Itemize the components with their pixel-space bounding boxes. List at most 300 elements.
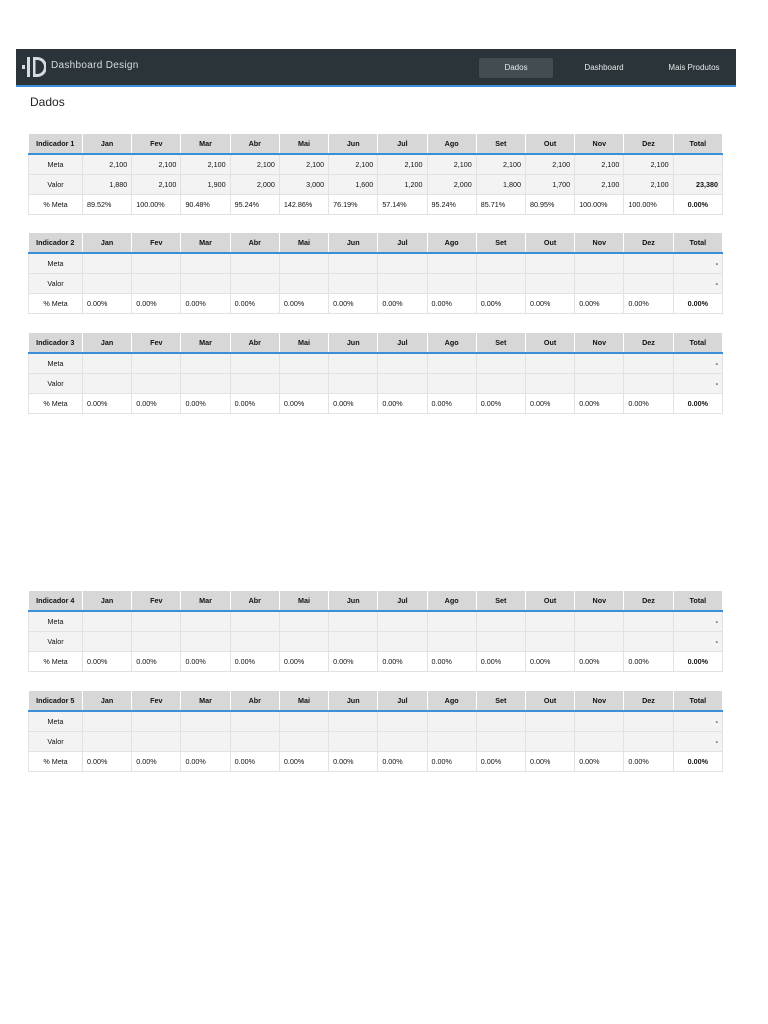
row-label: Meta [29, 711, 83, 732]
table-header-row [29, 233, 723, 253]
data-cell[interactable] [132, 732, 181, 752]
data-cell[interactable] [83, 732, 132, 752]
data-cell[interactable] [132, 632, 181, 652]
valor-row [29, 632, 723, 652]
data-cell[interactable] [181, 253, 230, 274]
data-cell[interactable] [230, 611, 279, 632]
month-header: Dez [624, 134, 673, 154]
data-cell[interactable]: 100.00% [575, 195, 624, 215]
data-cell[interactable]: 0.00% [329, 652, 378, 672]
data-cell[interactable] [624, 274, 673, 294]
meta-row [29, 253, 723, 274]
data-cell[interactable] [329, 374, 378, 394]
data-cell[interactable]: 0.00% [427, 752, 476, 772]
month-header: Jan [83, 591, 132, 611]
data-cell[interactable]: 0.00% [83, 652, 132, 672]
total-cell[interactable]: - [673, 353, 722, 374]
month-header: Mai [279, 233, 328, 253]
indicator-table-3 [28, 333, 723, 414]
data-cell[interactable]: 1,900 [181, 175, 230, 195]
valor-row [29, 175, 723, 195]
data-cell[interactable]: 0.00% [525, 394, 574, 414]
data-cell[interactable]: 0.00% [230, 652, 279, 672]
data-cell[interactable] [132, 611, 181, 632]
total-cell[interactable]: 23,380 [673, 175, 722, 195]
month-header: Dez [624, 233, 673, 253]
data-cell[interactable]: 0.00% [427, 652, 476, 672]
month-header: Set [476, 591, 525, 611]
data-cell[interactable] [525, 732, 574, 752]
month-header: Abr [230, 233, 279, 253]
table-header-row [29, 134, 723, 154]
data-cell[interactable]: 0.00% [329, 394, 378, 414]
data-cell[interactable]: 0.00% [230, 394, 279, 414]
data-cell[interactable] [575, 374, 624, 394]
data-cell[interactable] [230, 274, 279, 294]
indicator-table-1 [28, 134, 723, 215]
data-cell[interactable] [476, 711, 525, 732]
data-cell[interactable] [575, 274, 624, 294]
pct-row [29, 394, 723, 414]
data-cell[interactable]: 89.52% [83, 195, 132, 215]
data-cell[interactable] [230, 253, 279, 274]
total-cell[interactable]: 0.00% [673, 294, 722, 314]
data-cell[interactable]: 0.00% [575, 752, 624, 772]
data-cell[interactable] [279, 611, 328, 632]
month-header: Jul [378, 333, 427, 353]
month-header: Set [476, 333, 525, 353]
data-cell[interactable] [279, 274, 328, 294]
data-cell[interactable]: 80.95% [525, 195, 574, 215]
table-header-row [29, 591, 723, 611]
page-title: Dados [30, 95, 65, 109]
data-cell[interactable]: 0.00% [83, 294, 132, 314]
data-cell[interactable] [279, 732, 328, 752]
data-cell[interactable] [525, 711, 574, 732]
month-header: Abr [230, 591, 279, 611]
top-nav-bar [16, 49, 736, 87]
data-cell[interactable] [575, 632, 624, 652]
data-cell[interactable] [279, 253, 328, 274]
data-cell[interactable]: 0.00% [378, 394, 427, 414]
data-cell[interactable]: 0.00% [83, 394, 132, 414]
data-cell[interactable] [329, 611, 378, 632]
data-cell[interactable] [230, 632, 279, 652]
month-header: Mar [181, 333, 230, 353]
month-header: Jul [378, 233, 427, 253]
month-header: Nov [575, 333, 624, 353]
data-cell[interactable] [181, 711, 230, 732]
data-cell[interactable] [230, 711, 279, 732]
data-cell[interactable]: 2,100 [525, 154, 574, 175]
data-cell[interactable] [476, 732, 525, 752]
data-cell[interactable] [378, 353, 427, 374]
valor-row [29, 274, 723, 294]
total-cell[interactable]: - [673, 711, 722, 732]
data-cell[interactable] [476, 274, 525, 294]
data-cell[interactable]: 142.86% [279, 195, 328, 215]
data-cell[interactable]: 1,800 [476, 175, 525, 195]
data-cell[interactable] [575, 732, 624, 752]
data-cell[interactable]: 0.00% [329, 294, 378, 314]
data-cell[interactable]: 0.00% [132, 752, 181, 772]
month-header: Dez [624, 691, 673, 711]
month-header: Fev [132, 233, 181, 253]
row-label: % Meta [29, 752, 83, 772]
indicator-name: Indicador 1 [29, 134, 83, 154]
data-cell[interactable]: 95.24% [230, 195, 279, 215]
dashboard-logo-icon [22, 56, 46, 78]
data-cell[interactable]: 0.00% [624, 394, 673, 414]
indicator-name: Indicador 4 [29, 591, 83, 611]
data-cell[interactable]: 0.00% [132, 394, 181, 414]
data-cell[interactable] [525, 353, 574, 374]
month-header: Fev [132, 333, 181, 353]
data-cell[interactable]: 0.00% [329, 752, 378, 772]
data-cell[interactable]: 2,100 [329, 154, 378, 175]
month-header: Jan [83, 691, 132, 711]
data-cell[interactable] [378, 632, 427, 652]
data-cell[interactable]: 0.00% [378, 294, 427, 314]
data-cell[interactable] [427, 611, 476, 632]
data-cell[interactable]: 1,700 [525, 175, 574, 195]
month-header: Fev [132, 591, 181, 611]
data-cell[interactable]: 2,100 [132, 175, 181, 195]
data-cell[interactable] [181, 632, 230, 652]
data-cell[interactable] [476, 253, 525, 274]
data-cell[interactable]: 2,100 [624, 175, 673, 195]
data-cell[interactable] [230, 374, 279, 394]
data-cell[interactable] [427, 632, 476, 652]
data-cell[interactable]: 2,100 [575, 154, 624, 175]
month-header: Dez [624, 333, 673, 353]
data-cell[interactable] [181, 374, 230, 394]
data-cell[interactable]: 57.14% [378, 195, 427, 215]
data-cell[interactable]: 76.19% [329, 195, 378, 215]
valor-row [29, 732, 723, 752]
total-cell[interactable]: 0.00% [673, 394, 722, 414]
data-cell[interactable] [83, 274, 132, 294]
meta-row [29, 154, 723, 175]
data-cell[interactable] [575, 253, 624, 274]
data-cell[interactable] [329, 732, 378, 752]
data-cell[interactable] [329, 353, 378, 374]
month-header: Fev [132, 134, 181, 154]
data-cell[interactable] [132, 274, 181, 294]
data-cell[interactable] [476, 632, 525, 652]
data-cell[interactable] [230, 353, 279, 374]
data-cell[interactable] [624, 253, 673, 274]
data-cell[interactable]: 2,100 [132, 154, 181, 175]
month-header: Mai [279, 591, 328, 611]
data-cell[interactable] [83, 611, 132, 632]
data-cell[interactable]: 2,100 [181, 154, 230, 175]
pct-row [29, 752, 723, 772]
month-header: Out [525, 333, 574, 353]
month-header: Out [525, 591, 574, 611]
row-label: Valor [29, 732, 83, 752]
data-cell[interactable]: 2,100 [378, 154, 427, 175]
month-header: Abr [230, 333, 279, 353]
month-header: Jan [83, 333, 132, 353]
total-cell[interactable]: 0.00% [673, 195, 722, 215]
data-cell[interactable] [83, 253, 132, 274]
total-header: Total [673, 134, 722, 154]
data-cell[interactable] [624, 732, 673, 752]
data-cell[interactable] [83, 374, 132, 394]
data-cell[interactable] [329, 711, 378, 732]
row-label: Meta [29, 611, 83, 632]
month-header: Mar [181, 134, 230, 154]
data-cell[interactable] [279, 374, 328, 394]
data-cell[interactable] [132, 374, 181, 394]
data-cell[interactable]: 0.00% [427, 294, 476, 314]
data-cell[interactable]: 0.00% [476, 752, 525, 772]
valor-row [29, 374, 723, 394]
total-header: Total [673, 333, 722, 353]
data-cell[interactable]: 0.00% [132, 652, 181, 672]
data-cell[interactable]: 0.00% [279, 294, 328, 314]
data-cell[interactable]: 2,100 [624, 154, 673, 175]
data-cell[interactable]: 2,100 [575, 175, 624, 195]
data-cell[interactable] [230, 732, 279, 752]
data-cell[interactable]: 100.00% [132, 195, 181, 215]
data-cell[interactable] [329, 632, 378, 652]
data-cell[interactable] [525, 632, 574, 652]
data-cell[interactable] [476, 353, 525, 374]
month-header: Mai [279, 333, 328, 353]
data-cell[interactable]: 100.00% [624, 195, 673, 215]
data-cell[interactable] [132, 253, 181, 274]
data-cell[interactable] [83, 632, 132, 652]
data-cell[interactable] [83, 711, 132, 732]
month-header: Dez [624, 591, 673, 611]
month-header: Jun [329, 134, 378, 154]
data-cell[interactable] [624, 711, 673, 732]
data-cell[interactable] [132, 353, 181, 374]
data-cell[interactable]: 0.00% [476, 394, 525, 414]
row-label: Valor [29, 632, 83, 652]
data-cell[interactable]: 2,100 [230, 154, 279, 175]
data-cell[interactable]: 0.00% [181, 752, 230, 772]
data-cell[interactable] [624, 374, 673, 394]
data-cell[interactable]: 0.00% [279, 752, 328, 772]
data-cell[interactable]: 1,880 [83, 175, 132, 195]
total-cell[interactable]: 0.00% [673, 652, 722, 672]
data-cell[interactable] [624, 632, 673, 652]
month-header: Jun [329, 333, 378, 353]
month-header: Abr [230, 134, 279, 154]
month-header: Out [525, 233, 574, 253]
month-header: Jun [329, 691, 378, 711]
month-header: Nov [575, 691, 624, 711]
data-cell[interactable]: 0.00% [181, 294, 230, 314]
month-header: Ago [427, 233, 476, 253]
pct-row [29, 294, 723, 314]
month-header: Set [476, 134, 525, 154]
data-cell[interactable]: 0.00% [378, 752, 427, 772]
data-cell[interactable] [624, 353, 673, 374]
data-cell[interactable] [427, 353, 476, 374]
data-cell[interactable] [427, 711, 476, 732]
total-cell[interactable]: - [673, 274, 722, 294]
data-cell[interactable] [279, 632, 328, 652]
data-cell[interactable]: 0.00% [181, 394, 230, 414]
month-header: Ago [427, 691, 476, 711]
total-cell[interactable]: - [673, 374, 722, 394]
data-cell[interactable] [575, 353, 624, 374]
data-cell[interactable]: 2,000 [230, 175, 279, 195]
total-cell[interactable]: - [673, 632, 722, 652]
data-cell[interactable]: 0.00% [575, 294, 624, 314]
data-cell[interactable] [279, 711, 328, 732]
row-label: Valor [29, 274, 83, 294]
month-header: Ago [427, 333, 476, 353]
month-header: Out [525, 134, 574, 154]
total-cell[interactable]: - [673, 732, 722, 752]
data-cell[interactable] [624, 611, 673, 632]
data-cell[interactable]: 0.00% [378, 652, 427, 672]
month-header: Out [525, 691, 574, 711]
total-cell[interactable]: - [673, 253, 722, 274]
data-cell[interactable]: 1,200 [378, 175, 427, 195]
meta-row [29, 353, 723, 374]
data-cell[interactable]: 0.00% [427, 394, 476, 414]
data-cell[interactable] [476, 611, 525, 632]
data-cell[interactable]: 95.24% [427, 195, 476, 215]
month-header: Jun [329, 233, 378, 253]
data-cell[interactable] [427, 274, 476, 294]
data-cell[interactable] [575, 711, 624, 732]
data-cell[interactable] [83, 353, 132, 374]
pct-row [29, 195, 723, 215]
row-label: Meta [29, 253, 83, 274]
data-cell[interactable]: 2,100 [476, 154, 525, 175]
indicator-table-2 [28, 233, 723, 314]
month-header: Nov [575, 591, 624, 611]
data-cell[interactable] [378, 732, 427, 752]
data-cell[interactable]: 2,100 [279, 154, 328, 175]
row-label: % Meta [29, 394, 83, 414]
indicator-name: Indicador 5 [29, 691, 83, 711]
row-label: Meta [29, 154, 83, 175]
data-cell[interactable] [476, 374, 525, 394]
meta-row [29, 711, 723, 732]
data-cell[interactable] [181, 611, 230, 632]
data-cell[interactable] [181, 732, 230, 752]
data-cell[interactable]: 0.00% [83, 752, 132, 772]
data-cell[interactable] [525, 611, 574, 632]
month-header: Mar [181, 591, 230, 611]
row-label: Valor [29, 175, 83, 195]
data-cell[interactable] [378, 374, 427, 394]
data-cell[interactable]: 0.00% [525, 752, 574, 772]
total-cell[interactable] [673, 154, 722, 175]
data-cell[interactable]: 0.00% [624, 752, 673, 772]
data-cell[interactable]: 0.00% [476, 294, 525, 314]
data-cell[interactable] [329, 274, 378, 294]
data-cell[interactable]: 85.71% [476, 195, 525, 215]
data-cell[interactable]: 0.00% [181, 652, 230, 672]
data-cell[interactable] [427, 253, 476, 274]
data-cell[interactable] [329, 253, 378, 274]
data-cell[interactable]: 0.00% [575, 394, 624, 414]
total-header: Total [673, 233, 722, 253]
data-cell[interactable]: 3,000 [279, 175, 328, 195]
data-cell[interactable]: 0.00% [132, 294, 181, 314]
month-header: Nov [575, 233, 624, 253]
data-cell[interactable]: 2,100 [427, 154, 476, 175]
data-cell[interactable] [181, 353, 230, 374]
total-cell[interactable]: - [673, 611, 722, 632]
indicator-name: Indicador 3 [29, 333, 83, 353]
data-cell[interactable]: 0.00% [624, 294, 673, 314]
nav-dashboard-button[interactable]: Dashboard [584, 63, 624, 72]
data-cell[interactable]: 0.00% [525, 652, 574, 672]
data-cell[interactable] [378, 253, 427, 274]
data-cell[interactable]: 0.00% [624, 652, 673, 672]
data-cell[interactable] [525, 374, 574, 394]
month-header: Set [476, 691, 525, 711]
data-cell[interactable] [525, 274, 574, 294]
nav-mais-produtos-button[interactable]: Mais Produtos [668, 63, 720, 72]
month-header: Fev [132, 691, 181, 711]
data-cell[interactable]: 0.00% [525, 294, 574, 314]
total-header: Total [673, 591, 722, 611]
data-cell[interactable]: 0.00% [230, 294, 279, 314]
row-label: Meta [29, 353, 83, 374]
data-cell[interactable] [181, 274, 230, 294]
data-cell[interactable] [132, 711, 181, 732]
data-cell[interactable] [427, 732, 476, 752]
month-header: Jul [378, 691, 427, 711]
data-cell[interactable]: 0.00% [279, 394, 328, 414]
data-cell[interactable]: 0.00% [575, 652, 624, 672]
indicator-table-4 [28, 591, 723, 672]
month-header: Mar [181, 233, 230, 253]
data-cell[interactable]: 0.00% [279, 652, 328, 672]
month-header: Abr [230, 691, 279, 711]
nav-dados-button[interactable]: Dados [479, 58, 553, 78]
data-cell[interactable]: 0.00% [476, 652, 525, 672]
month-header: Ago [427, 591, 476, 611]
data-cell[interactable]: 90.48% [181, 195, 230, 215]
data-cell[interactable] [279, 353, 328, 374]
data-cell[interactable] [525, 253, 574, 274]
month-header: Jul [378, 591, 427, 611]
data-cell[interactable] [378, 611, 427, 632]
data-cell[interactable]: 2,000 [427, 175, 476, 195]
row-label: % Meta [29, 294, 83, 314]
data-cell[interactable] [378, 274, 427, 294]
data-cell[interactable] [575, 611, 624, 632]
data-cell[interactable] [378, 711, 427, 732]
data-cell[interactable]: 2,100 [83, 154, 132, 175]
month-header: Jan [83, 134, 132, 154]
data-cell[interactable]: 0.00% [230, 752, 279, 772]
month-header: Mar [181, 691, 230, 711]
pct-row [29, 652, 723, 672]
total-header: Total [673, 691, 722, 711]
month-header: Set [476, 233, 525, 253]
data-cell[interactable] [427, 374, 476, 394]
month-header: Jan [83, 233, 132, 253]
data-cell[interactable]: 1,600 [329, 175, 378, 195]
month-header: Mai [279, 134, 328, 154]
table-header-row [29, 691, 723, 711]
total-cell[interactable]: 0.00% [673, 752, 722, 772]
row-label: % Meta [29, 195, 83, 215]
